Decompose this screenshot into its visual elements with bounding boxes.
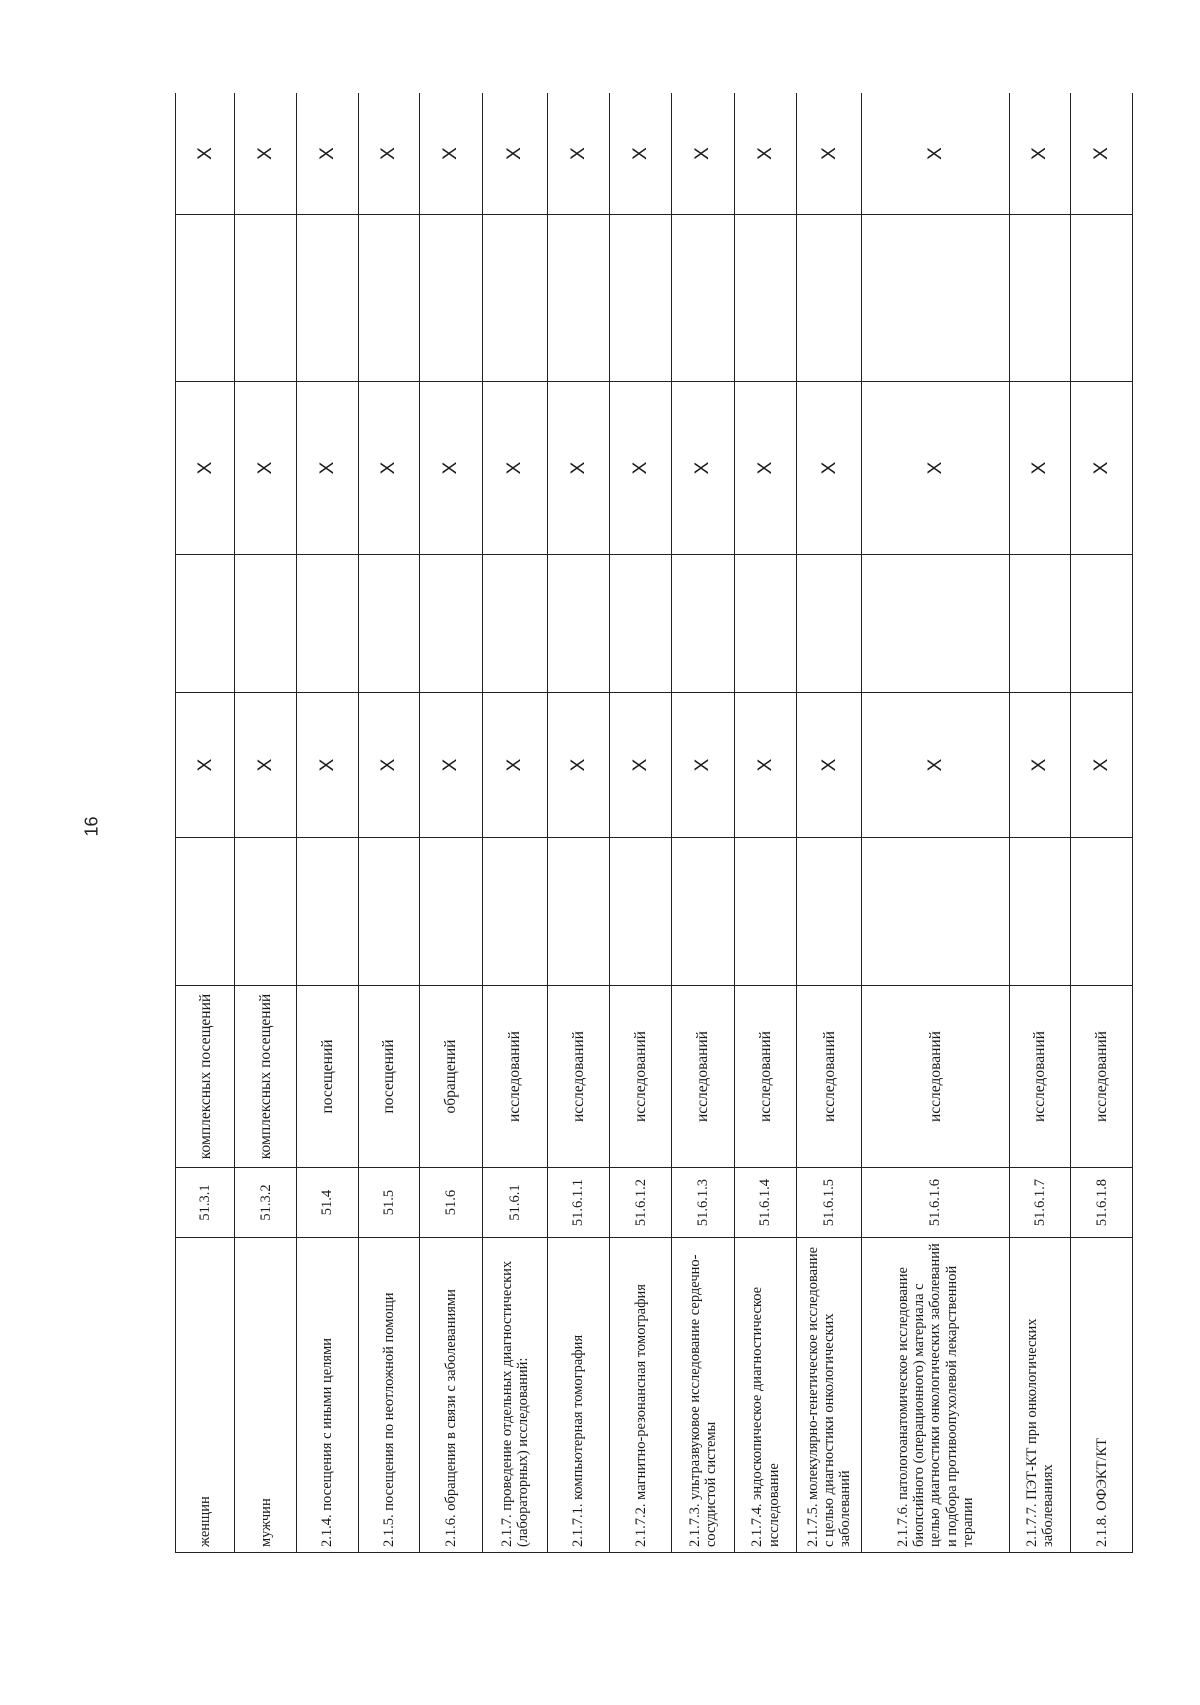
row-name-cell: 2.1.7.4. эндоскопическое диагностическое исследование (734, 1238, 797, 1553)
row-mark-cell: X (862, 382, 1009, 555)
table-row (1009, 93, 1071, 1553)
table-row (1071, 93, 1133, 1553)
row-mark-cell (176, 555, 235, 693)
row-mark-cell: X (672, 693, 735, 838)
row-mark-cell: X (1071, 693, 1133, 838)
row-mark-cell: X (797, 693, 862, 838)
row-mark-cell (1009, 838, 1071, 986)
row-mark-cell (734, 555, 797, 693)
row-name-cell: 2.1.5. посещения по неотложной помощи (358, 1238, 420, 1553)
row-mark-cell (420, 215, 483, 382)
row-mark-cell (358, 555, 420, 693)
row-name-cell: 2.1.7.3. ультразвуковое исследование сердечно-сосудистой системы (672, 1238, 735, 1553)
row-mark-cell (482, 215, 547, 382)
row-mark-cell: X (862, 693, 1009, 838)
table-row (482, 93, 547, 1553)
row-mark-cell (358, 215, 420, 382)
table-row (358, 93, 420, 1553)
row-name-cell: 2.1.6. обращения в связи с заболеваниями (420, 1238, 483, 1553)
table-row (734, 93, 797, 1553)
row-mark-cell: X (176, 93, 235, 215)
data-table (175, 93, 1133, 1553)
row-mark-cell (610, 555, 672, 693)
row-code-cell: 51.6.1.8 (1071, 1168, 1133, 1238)
row-code-cell: 51.6.1 (482, 1168, 547, 1238)
row-unit-cell: комплексных посещений (176, 986, 235, 1168)
row-mark-cell: X (734, 93, 797, 215)
row-mark-cell (1009, 555, 1071, 693)
row-mark-cell: X (176, 382, 235, 555)
row-unit-cell: посещений (296, 986, 358, 1168)
table-row (547, 93, 610, 1553)
row-mark-cell (862, 555, 1009, 693)
row-mark-cell (235, 215, 297, 382)
table-row (296, 93, 358, 1553)
row-mark-cell (610, 215, 672, 382)
row-mark-cell: X (482, 693, 547, 838)
page-number: 16 (81, 816, 102, 837)
row-mark-cell: X (420, 93, 483, 215)
row-unit-cell: обращений (420, 986, 483, 1168)
row-mark-cell: X (358, 382, 420, 555)
row-name-cell: 2.1.7.5. молекулярно-генетическое исследование с целью диагностики онкологических заболеваний (797, 1238, 862, 1553)
row-mark-cell (672, 838, 735, 986)
row-mark-cell: X (420, 693, 483, 838)
row-name-cell: 2.1.7.6. патологоанатомическое исследование биопсийного (операционного) материала с целью диагностики онкологических заболеваний и подбора противоопухолевой лекарственной терапии (862, 1238, 1009, 1553)
row-mark-cell (1071, 838, 1133, 986)
row-mark-cell: X (1009, 93, 1071, 215)
table-row (176, 93, 235, 1553)
row-mark-cell (734, 838, 797, 986)
row-mark-cell: X (358, 693, 420, 838)
row-mark-cell: X (235, 382, 297, 555)
row-code-cell: 51.6.1.2 (610, 1168, 672, 1238)
row-mark-cell: X (235, 93, 297, 215)
row-mark-cell (797, 215, 862, 382)
row-code-cell: 51.6.1.4 (734, 1168, 797, 1238)
row-mark-cell: X (358, 93, 420, 215)
row-mark-cell: X (672, 382, 735, 555)
row-mark-cell: X (547, 382, 610, 555)
row-mark-cell (482, 838, 547, 986)
row-mark-cell: X (547, 693, 610, 838)
row-unit-cell: исследований (482, 986, 547, 1168)
row-code-cell: 51.4 (296, 1168, 358, 1238)
row-unit-cell: исследований (547, 986, 610, 1168)
row-mark-cell: X (797, 93, 862, 215)
row-mark-cell (358, 838, 420, 986)
row-mark-cell (1071, 555, 1133, 693)
row-mark-cell (420, 555, 483, 693)
row-mark-cell (734, 215, 797, 382)
row-mark-cell (797, 838, 862, 986)
row-mark-cell: X (176, 693, 235, 838)
row-unit-cell: комплексных посещений (235, 986, 297, 1168)
row-mark-cell (176, 838, 235, 986)
row-mark-cell (235, 555, 297, 693)
row-mark-cell: X (734, 693, 797, 838)
row-code-cell: 51.5 (358, 1168, 420, 1238)
row-mark-cell: X (235, 693, 297, 838)
row-mark-cell: X (610, 693, 672, 838)
table-row (235, 93, 297, 1553)
row-mark-cell (296, 215, 358, 382)
table-rotator (175, 93, 1135, 1553)
table-row (862, 93, 1009, 1553)
row-mark-cell (672, 215, 735, 382)
row-mark-cell: X (610, 93, 672, 215)
row-mark-cell: X (482, 382, 547, 555)
row-mark-cell (420, 838, 483, 986)
row-unit-cell: посещений (358, 986, 420, 1168)
row-mark-cell: X (296, 693, 358, 838)
table-row (672, 93, 735, 1553)
row-name-cell: 2.1.7. проведение отдельных диагностических (лабораторных) исследований: (482, 1238, 547, 1553)
row-unit-cell: исследований (797, 986, 862, 1168)
row-code-cell: 51.6.1.7 (1009, 1168, 1071, 1238)
row-unit-cell: исследований (1009, 986, 1071, 1168)
row-mark-cell (797, 555, 862, 693)
row-mark-cell (1009, 215, 1071, 382)
row-mark-cell: X (797, 382, 862, 555)
row-unit-cell: исследований (610, 986, 672, 1168)
row-mark-cell (547, 215, 610, 382)
row-name-cell: 2.1.7.7. ПЭТ-КТ при онкологических заболеваниях (1009, 1238, 1071, 1553)
row-mark-cell: X (672, 93, 735, 215)
table-row (797, 93, 862, 1553)
row-mark-cell (610, 838, 672, 986)
row-mark-cell (1071, 215, 1133, 382)
row-unit-cell: исследований (734, 986, 797, 1168)
row-mark-cell (547, 555, 610, 693)
row-mark-cell (235, 838, 297, 986)
row-mark-cell (176, 215, 235, 382)
row-unit-cell: исследований (672, 986, 735, 1168)
row-mark-cell: X (862, 93, 1009, 215)
table-row (420, 93, 483, 1553)
row-mark-cell (862, 838, 1009, 986)
row-name-cell: 2.1.8. ОФЭКТ/КТ (1071, 1238, 1133, 1553)
row-mark-cell: X (420, 382, 483, 555)
row-mark-cell: X (1071, 382, 1133, 555)
row-mark-cell: X (1071, 93, 1133, 215)
row-name-cell: мужчин (235, 1238, 297, 1553)
row-mark-cell (672, 555, 735, 693)
row-mark-cell: X (610, 382, 672, 555)
row-name-cell: 2.1.4. посещения с иными целями (296, 1238, 358, 1553)
row-code-cell: 51.6 (420, 1168, 483, 1238)
row-code-cell: 51.6.1.5 (797, 1168, 862, 1238)
row-mark-cell (482, 555, 547, 693)
table-row (610, 93, 672, 1553)
row-mark-cell: X (547, 93, 610, 215)
row-mark-cell: X (296, 93, 358, 215)
row-name-cell: 2.1.7.1. компьютерная томография (547, 1238, 610, 1553)
row-mark-cell: X (734, 382, 797, 555)
row-mark-cell: X (482, 93, 547, 215)
row-code-cell: 51.6.1.3 (672, 1168, 735, 1238)
row-mark-cell: X (296, 382, 358, 555)
row-code-cell: 51.3.1 (176, 1168, 235, 1238)
row-code-cell: 51.6.1.1 (547, 1168, 610, 1238)
row-code-cell: 51.6.1.6 (862, 1168, 1009, 1238)
row-mark-cell (296, 838, 358, 986)
row-mark-cell: X (1009, 382, 1071, 555)
row-mark-cell (296, 555, 358, 693)
row-name-cell: 2.1.7.2. магнитно-резонансная томография (610, 1238, 672, 1553)
row-code-cell: 51.3.2 (235, 1168, 297, 1238)
row-unit-cell: исследований (862, 986, 1009, 1168)
row-unit-cell: исследований (1071, 986, 1133, 1168)
row-name-cell: женщин (176, 1238, 235, 1553)
row-mark-cell: X (1009, 693, 1071, 838)
row-mark-cell (862, 215, 1009, 382)
row-mark-cell (547, 838, 610, 986)
